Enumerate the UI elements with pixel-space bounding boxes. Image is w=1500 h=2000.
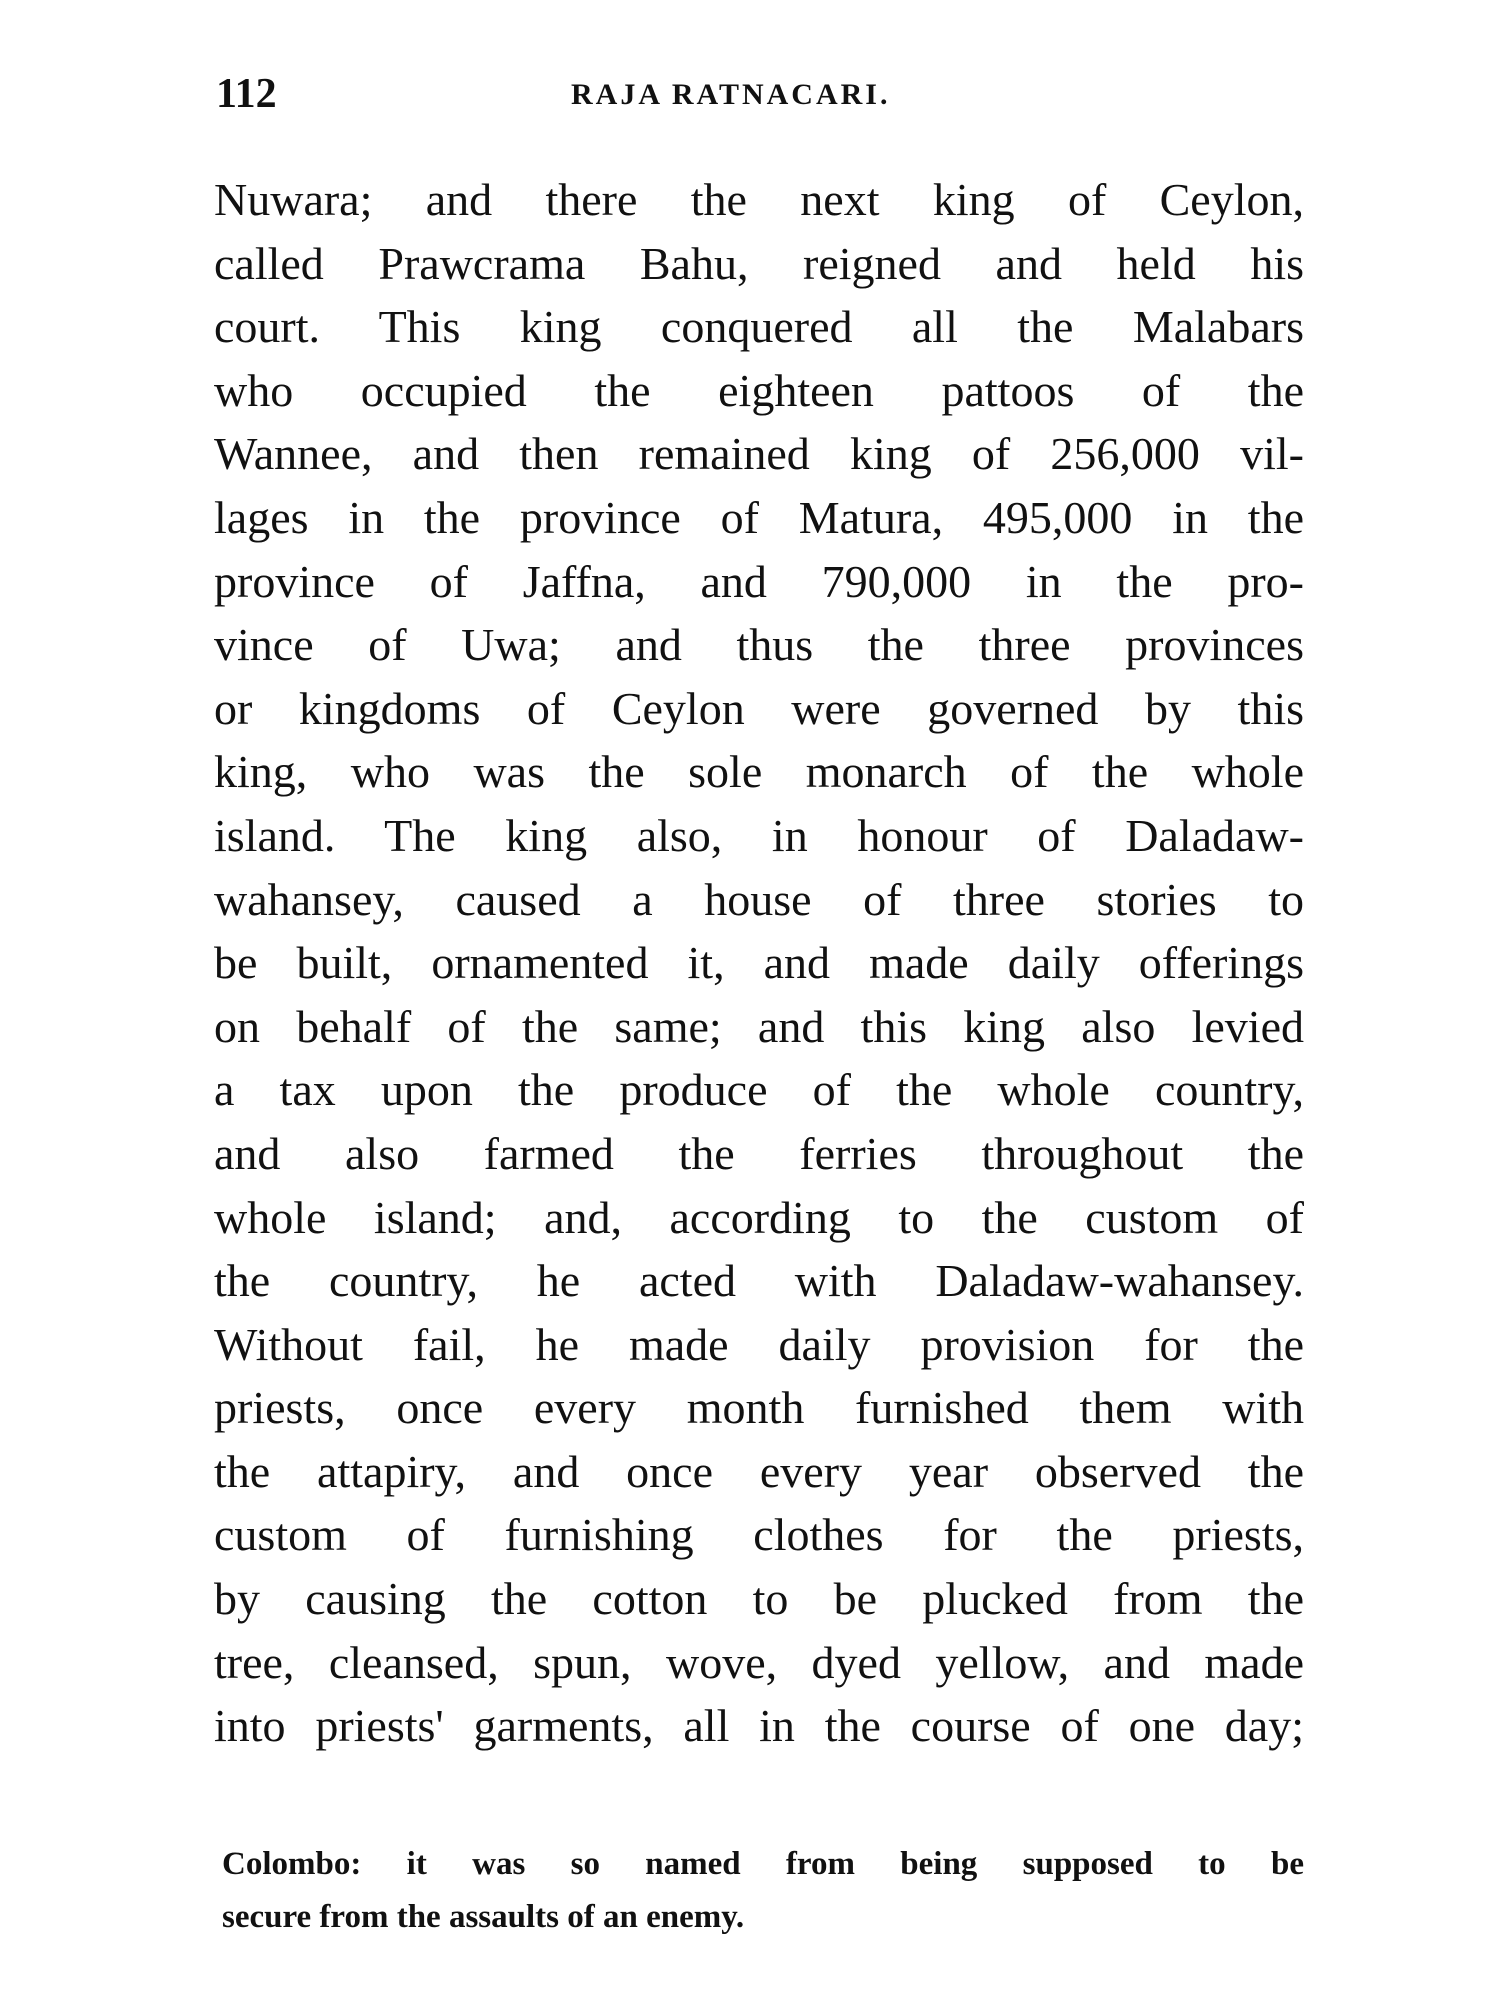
text-line: king, who was the sole monarch of the whole	[214, 746, 1304, 798]
text-line: Without fail, he made daily provision for the	[214, 1318, 1304, 1370]
text-line: or kingdoms of Ceylon were governed by this	[214, 682, 1304, 734]
text-line: Wannee, and then remained king of 256,000 vil-	[214, 428, 1304, 480]
text-line: vince of Uwa; and thus the three provinces	[214, 619, 1304, 671]
running-title: RAJA RATNACARI.	[571, 78, 891, 111]
text-line: Nuwara; and there the next king of Ceylon,	[214, 174, 1304, 225]
footnote	[222, 1838, 1304, 1944]
text-line: be built, ornamented it, and made daily offerings	[214, 937, 1304, 989]
text-line: custom of furnishing clothes for the priests,	[214, 1509, 1304, 1561]
text-line: who occupied the eighteen pattoos of the	[214, 364, 1304, 416]
text-line: into priests' garments, all in the course of one day;	[214, 1700, 1304, 1752]
footnote-line: Colombo: it was so named from being supposed to be	[222, 1846, 1304, 1882]
text-line: the country, he acted with Daladaw-wahansey.	[214, 1255, 1304, 1307]
text-line: island. The king also, in honour of Daladaw-	[214, 809, 1304, 861]
page-number: 112	[216, 71, 277, 117]
text-line: priests, once every month furnished them with	[214, 1382, 1304, 1434]
text-line: called Prawcrama Bahu, reigned and held his	[214, 237, 1304, 289]
text-line: province of Jaffna, and 790,000 in the pro-	[214, 555, 1304, 607]
text-line: a tax upon the produce of the whole country,	[214, 1064, 1304, 1116]
text-line: tree, cleansed, spun, wove, dyed yellow, and made	[214, 1636, 1304, 1688]
footnote-line: secure from the assaults of an enemy.	[222, 1899, 745, 1935]
text-line: and also farmed the ferries throughout the	[214, 1127, 1304, 1179]
body-text	[214, 168, 1304, 1758]
text-line: whole island; and, according to the custom of	[214, 1191, 1304, 1243]
text-line: on behalf of the same; and this king also levied	[214, 1000, 1304, 1052]
text-line: wahansey, caused a house of three stories to	[214, 873, 1304, 925]
text-line: court. This king conquered all the Malabars	[214, 301, 1304, 353]
running-head	[216, 64, 1296, 124]
text-line: lages in the province of Matura, 495,000 in the	[214, 491, 1304, 543]
text-line: by causing the cotton to be plucked from the	[214, 1573, 1304, 1625]
text-line: the attapiry, and once every year observed the	[214, 1445, 1304, 1497]
